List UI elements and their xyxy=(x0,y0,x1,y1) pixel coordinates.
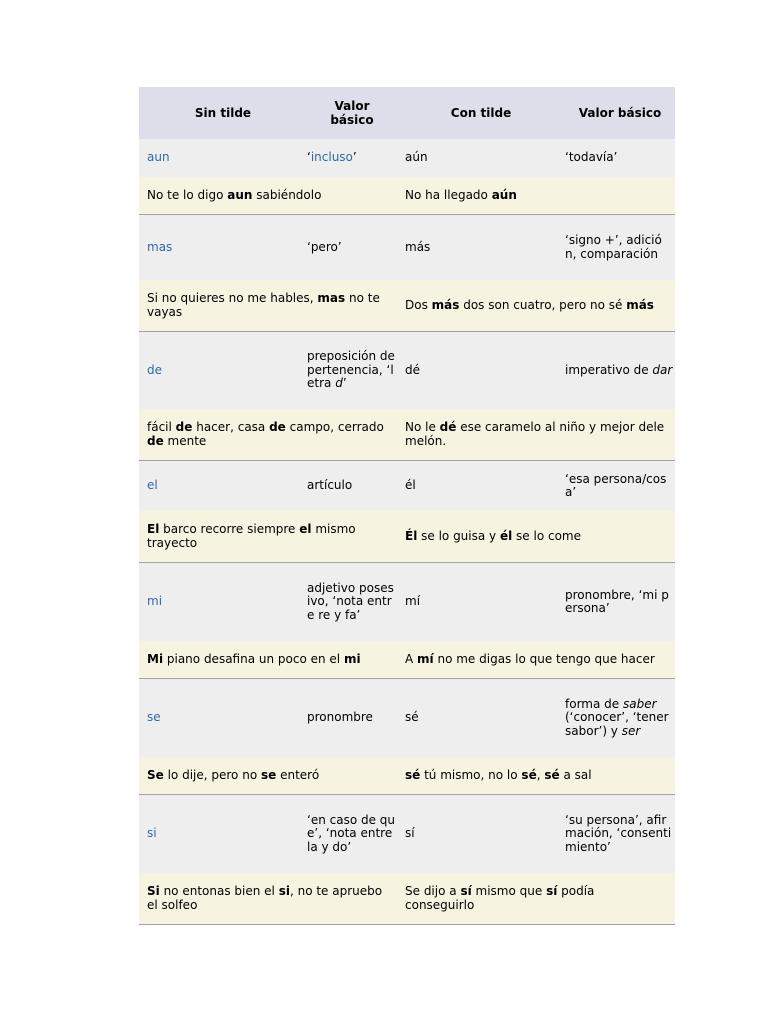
table-row-mas xyxy=(139,215,675,281)
word-cell xyxy=(139,795,307,874)
example-plain: No te lo digo aun sabiéndolo xyxy=(139,177,397,215)
tilde-word-cell: él xyxy=(397,461,565,512)
emphasized-word: mí xyxy=(417,651,434,666)
example-tilde: No ha llegado aún xyxy=(397,177,675,215)
italic-word: saber xyxy=(622,696,657,711)
example-plain: Se lo dije, pero no se enteró xyxy=(139,757,397,795)
incluso-link[interactable]: incluso xyxy=(310,150,353,165)
example-row-aun xyxy=(139,177,675,215)
table-header xyxy=(139,87,675,139)
emphasized-word: Él xyxy=(405,528,418,543)
word-link[interactable]: se xyxy=(147,710,161,725)
header-row xyxy=(139,87,675,139)
tilde-word-cell: sé xyxy=(397,679,565,758)
word-link[interactable]: el xyxy=(147,478,158,493)
word-link[interactable]: mas xyxy=(147,239,173,254)
header-con-tilde: Con tilde xyxy=(397,87,565,139)
word-cell xyxy=(139,332,307,410)
emphasized-word: de xyxy=(269,420,286,435)
tilde-value-cell: ‘signo +’, adición, comparación xyxy=(565,215,675,281)
example-plain: Si no quieres no me hables, mas no te vayas xyxy=(139,280,397,332)
example-tilde: Dos más dos son cuatro, pero no sé más xyxy=(397,280,675,332)
example-tilde: sé tú mismo, no lo sé, sé a sal xyxy=(397,757,675,795)
word-value-cell: ‘en caso de que’, ‘nota entre la y do’ xyxy=(307,795,397,874)
emphasized-word: sí xyxy=(546,884,558,899)
tilde-value-cell: ‘todavía’ xyxy=(565,139,675,177)
word-cell xyxy=(139,563,307,642)
word-link[interactable]: mi xyxy=(147,594,163,609)
tilde-value-cell: imperativo de dar xyxy=(565,332,675,410)
example-tilde: Se dijo a sí mismo que sí podía conseguirlo xyxy=(397,873,675,925)
tilde-value-cell: pronombre, ‘mi persona’ xyxy=(565,563,675,642)
example-row-de xyxy=(139,409,675,461)
emphasized-word: dé xyxy=(439,420,457,435)
table-row-el xyxy=(139,461,675,512)
header-valor-basico-sin-tilde: Valor básico xyxy=(307,87,397,139)
emphasized-word: mas xyxy=(317,291,346,306)
emphasized-word: aún xyxy=(491,187,517,202)
word-cell xyxy=(139,461,307,512)
example-row-se xyxy=(139,757,675,795)
emphasized-word: el xyxy=(299,522,312,537)
emphasized-word: sé xyxy=(405,767,421,782)
word-value-cell: preposición de pertenencia, ‘letra d’ xyxy=(307,332,397,410)
italic-word: d xyxy=(335,376,343,391)
example-row-el xyxy=(139,511,675,563)
emphasized-word: mi xyxy=(343,651,361,666)
word-link[interactable]: si xyxy=(147,826,157,841)
emphasized-word: sí xyxy=(460,884,472,899)
emphasized-word: sé xyxy=(521,767,537,782)
emphasized-word: más xyxy=(626,297,654,312)
table-row-aun xyxy=(139,139,675,177)
emphasized-word: Se xyxy=(147,767,164,782)
tilde-word-cell: sí xyxy=(397,795,565,874)
table-row-mi xyxy=(139,563,675,642)
emphasized-word: si xyxy=(278,884,290,899)
tilde-word-cell: mí xyxy=(397,563,565,642)
tilde-value-cell: ‘esa persona/cosa’ xyxy=(565,461,675,512)
word-cell xyxy=(139,215,307,281)
emphasized-word: él xyxy=(499,528,513,543)
emphasized-word: El xyxy=(147,522,160,537)
emphasized-word: sé xyxy=(544,767,560,782)
word-value-cell: pronombre xyxy=(307,679,397,758)
emphasized-word: aun xyxy=(227,187,253,202)
table-body xyxy=(139,139,675,925)
italic-word: dar xyxy=(652,362,673,377)
example-plain: Si no entonas bien el si, no te apruebo el solfeo xyxy=(139,873,397,925)
tilde-word-cell: dé xyxy=(397,332,565,410)
emphasized-word: de xyxy=(147,433,164,448)
tilde-value-cell: forma de saber (‘conocer’, ‘tener sabor’) y ser xyxy=(565,679,675,758)
example-plain: El barco recorre siempre el mismo trayecto xyxy=(139,511,397,563)
emphasized-word: Mi xyxy=(147,651,164,666)
word-value-cell: adjetivo posesivo, ‘nota entre re y fa’ xyxy=(307,563,397,642)
table-row-se xyxy=(139,679,675,758)
example-row-mas xyxy=(139,280,675,332)
example-row-si xyxy=(139,873,675,925)
tilde-value-cell: ‘su persona’, afirmación, ‘consentimiento’ xyxy=(565,795,675,874)
word-cell xyxy=(139,679,307,758)
word-cell xyxy=(139,139,307,177)
accent-rules-table xyxy=(139,87,675,925)
word-link[interactable]: aun xyxy=(147,150,170,165)
example-tilde: A mí no me digas lo que tengo que hacer xyxy=(397,641,675,679)
example-row-mi xyxy=(139,641,675,679)
example-tilde: Él se lo guisa y él se lo come xyxy=(397,511,675,563)
word-value-cell: artículo xyxy=(307,461,397,512)
table-row-de xyxy=(139,332,675,410)
emphasized-word: más xyxy=(431,297,460,312)
tilde-word-cell: más xyxy=(397,215,565,281)
word-value-cell: ‘pero’ xyxy=(307,215,397,281)
emphasized-word: se xyxy=(260,767,277,782)
emphasized-word: Si xyxy=(147,884,160,899)
example-plain: Mi piano desafina un poco en el mi xyxy=(139,641,397,679)
word-link[interactable]: de xyxy=(147,362,162,377)
header-valor-basico-con-tilde: Valor básico xyxy=(565,87,675,139)
tilde-word-cell: aún xyxy=(397,139,565,177)
example-plain: fácil de hacer, casa de campo, cerrado de mente xyxy=(139,409,397,461)
header-sin-tilde: Sin tilde xyxy=(139,87,307,139)
emphasized-word: de xyxy=(175,420,193,435)
word-value-cell: ‘incluso’ xyxy=(307,139,397,177)
example-tilde: No le dé ese caramelo al niño y mejor dele melón. xyxy=(397,409,675,461)
italic-word: ser xyxy=(621,723,641,738)
table-row-si xyxy=(139,795,675,874)
